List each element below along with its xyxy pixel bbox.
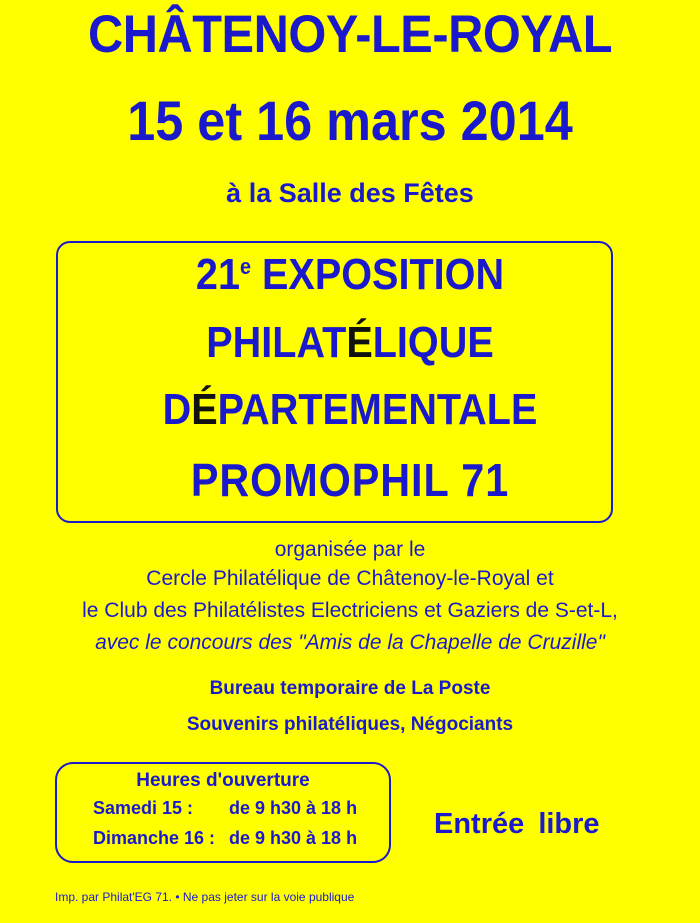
venue: à la Salle des Fêtes [226,178,474,208]
printer-footer: Imp. par Philat'EG 71. • Ne pas jeter sur la voie publique [55,890,355,904]
line2-pre: PHILAT [206,318,347,367]
town-title: CHÂTENOY-LE-ROYAL [87,5,613,64]
line2-post: LIQUE [372,318,494,367]
exhibition-name: PROMOPHIL 71 [190,454,510,506]
line2-accent: É [346,318,373,367]
hours-title: Heures d'ouverture [136,770,310,791]
ordinal-suffix: e [239,254,251,279]
line3-post: PARTEMENTALE [217,385,538,434]
exhibition-line-3 [35,385,665,435]
line3-pre: D [162,385,192,434]
free-entry: Entrée libre [434,808,600,840]
exhibition-word: EXPOSITION [262,250,505,299]
organizer-support: avec le concours des "Amis de la Chapelle de Cruzille" [95,631,605,654]
organizers-intro: organisée par le [274,538,426,561]
event-dates: 15 et 16 mars 2014 [127,89,573,152]
post-office-notice: Bureau temporaire de La Poste [209,678,491,699]
line3-accent: É [191,385,218,434]
exhibition-number: 21 [195,250,240,299]
hours-time-sunday: de 9 h30 à 18 h [229,828,358,848]
exhibition-line-2 [35,318,665,368]
hours-time-saturday: de 9 h30 à 18 h [229,798,358,818]
hours-day-saturday: Samedi 15 : [93,798,194,818]
exhibition-line-1 [35,250,665,300]
souvenirs-notice: Souvenirs philatéliques, Négociants [186,714,514,735]
hours-day-sunday: Dimanche 16 : [93,828,216,848]
organizer-club-2: le Club des Philatélistes Electriciens et Gaziers de S-et-L, [82,599,618,622]
organizer-club-1: Cercle Philatélique de Châtenoy-le-Royal et [146,567,554,590]
